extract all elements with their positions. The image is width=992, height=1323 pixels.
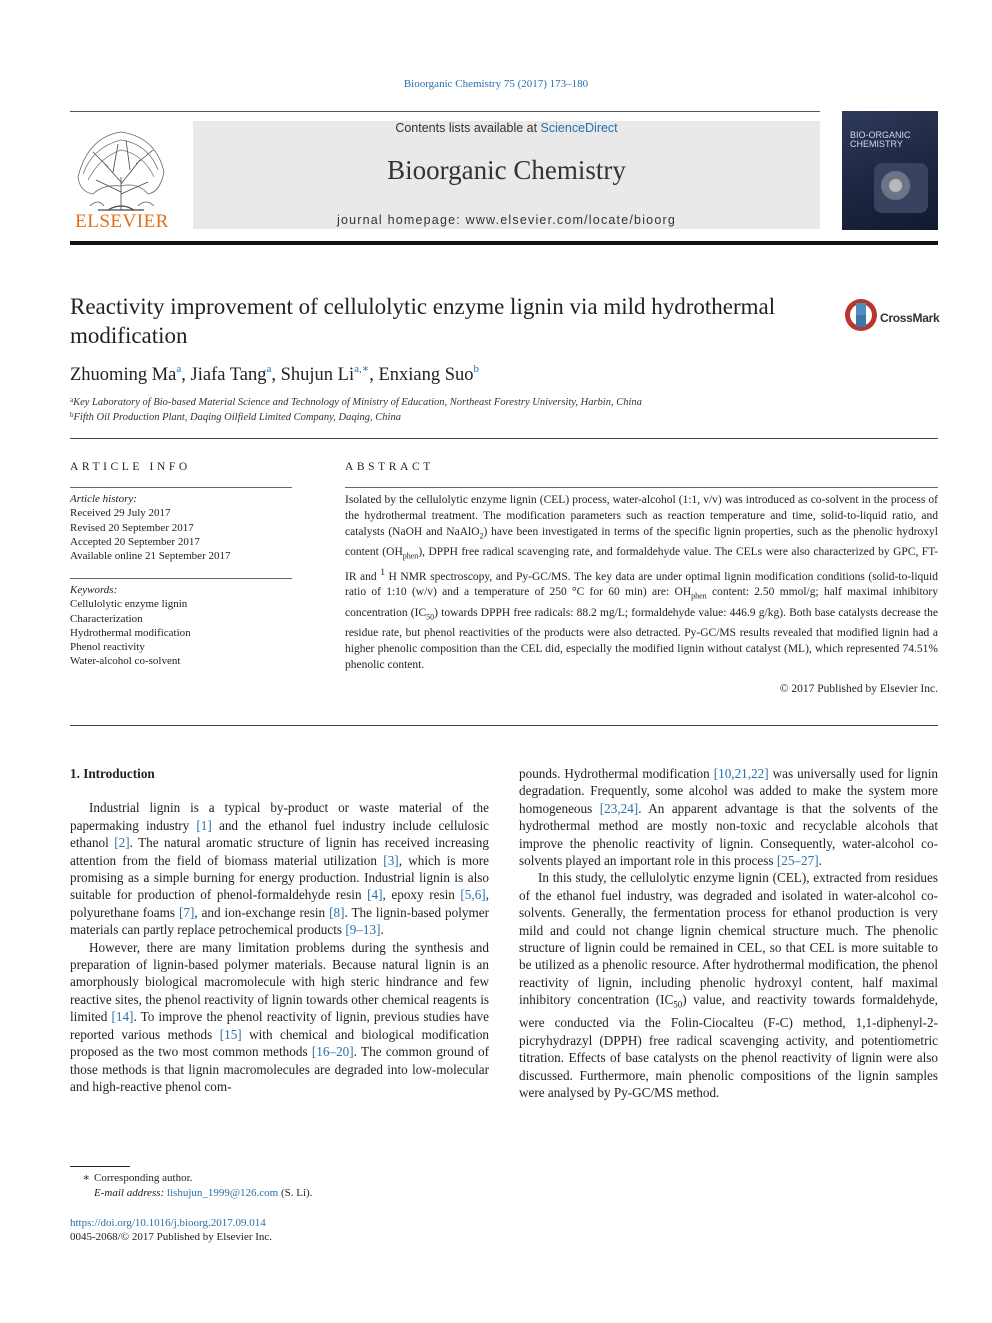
citation-link[interactable]: [8] bbox=[329, 904, 345, 920]
history-online: Available online 21 September 2017 bbox=[70, 550, 231, 563]
author-name[interactable]: Zhuoming Ma bbox=[70, 365, 177, 385]
journal-homepage[interactable]: journal homepage: www.elsevier.com/locate/bioorg bbox=[336, 213, 676, 227]
issn-line: 0045-2068/© 2017 Published by Elsevier Inc. bbox=[70, 1231, 273, 1243]
abstract-text: Isolated by the cellulolytic enzyme lignin (CEL) process, water-alcohol (1:1, v/v) was introduced as co-solvent in the process of the hydrothermal treatment. The modification parameters such as reaction temperature and time, solid-to-liquid ratio, and catalysts (NaOH and NaAlO$_2$) have been investigated in terms of the specific lignin properties, such as the phenolic hydroxyl content $(OH_{phen})$, DPPH free radical scavenging rate, and formaldehyde value. The CELs were also characterized by GPC, FT-IR and $^1$ H NMR spectroscopy, and Py-GC/MS. The key data are under optimal lignin modification conditions (solid-to-liquid ratio of 1:10 (w/v) and a temperature of 250 °C for 60 min) are: $OH_{phen}$ content: 2.50 mmol/g; half maximal inhibitory concentration $(IC_{50})$ towards DPPH free radicals: 88.2 mg/L; formaldehyde value: 446.9 g/kg). Both base catalysts decrease the residue rate, but phenol reactivities of the products were also detracted. Py-GC/MS results revealed that modified lignin had a higher phenolic composition than the CEL did, especially the modified lignin without catalyst (ML), which represented 74.51% phenolic content. bbox=[345, 494, 938, 672]
contents-line bbox=[193, 121, 820, 135]
article-title: Reactivity improvement of cellulolytic enzyme lignin via mild hydrothermal modification bbox=[70, 294, 776, 348]
keywords-label: Keywords: bbox=[70, 584, 118, 596]
crossmark-label[interactable]: CrossMark bbox=[880, 311, 940, 325]
author-name[interactable]: Shujun Li bbox=[280, 365, 355, 385]
intro-paragraph-3: pounds. Hydrothermal modification [10,21,22] was universally used for lignin degradation. Frequently, some alcohol was added to make the system more homogeneous [23,24]. An apparent advantage is that the solvents of the hydrothermal method are mostly non-toxic and recyclable alcohols that improve the phenolic reactivity of lignin. Consequently, water-alcohol co-solvents played an important role in this process [25–27]. bbox=[519, 766, 938, 869]
history-label: Article history: bbox=[70, 493, 137, 505]
citation-link[interactable]: [23,24] bbox=[599, 800, 639, 816]
footnote-rule bbox=[70, 1166, 130, 1167]
citation-link[interactable]: [16–20] bbox=[311, 1044, 354, 1060]
journal-reference[interactable]: Bioorganic Chemistry 75 (2017) 173–180 bbox=[403, 78, 589, 90]
author-affiliation-mark[interactable]: a bbox=[266, 363, 272, 375]
author-name[interactable]: Jiafa Tang bbox=[190, 365, 267, 385]
affiliation-rule bbox=[70, 438, 938, 439]
affiliation-b: $^b$Fifth Oil Production Plant, Daqing Oilfield Limited Company, Daqing, China bbox=[70, 411, 401, 423]
section-heading-introduction: 1. Introduction bbox=[70, 766, 155, 781]
citation-link[interactable]: [3] bbox=[383, 852, 399, 868]
email-label: E-mail address: bbox=[94, 1187, 167, 1199]
article-history bbox=[70, 492, 300, 563]
intro-paragraph-2: However, there are many limitation problems during the synthesis and preparation of lignin-based polymer materials. Because natural lignin is an amorphously biological macromolecule with high steric hindrance and few reactive sites, the phenol reactivity of lignin towards other chemical reagents is limited [14]. To improve the phenol reactivity of lignin, previous studies have reported various methods [15] with chemical and biological modification proposed as the two most common methods [16–20]. The common ground of those methods is that lignin macromolecules are degraded into low-molecular and high-reactive phenol com- bbox=[70, 939, 490, 1094]
cover-molecule-art bbox=[874, 163, 928, 213]
citation-link[interactable]: [9–13] bbox=[345, 922, 381, 938]
sciencedirect-link[interactable]: ScienceDirect bbox=[540, 121, 618, 135]
keyword-item: Cellulolytic enzyme lignin bbox=[70, 598, 188, 611]
email-link[interactable]: lishujun_1999@126.com bbox=[166, 1187, 279, 1199]
header-top-rule bbox=[70, 111, 820, 112]
doi-link[interactable]: https://doi.org/10.1016/j.bioorg.2017.09.014 bbox=[70, 1217, 266, 1229]
intro-paragraph-4: In this study, the cellulolytic enzyme lignin (CEL), extracted from residues of the ethanol fuel industry, was degraded and isolated in water-alcohol co-solvents. Generally, the fermentation process for ethanol production is very mild and could not change lignin chemical structure much. The phenolic structure of lignin could be remained in CEL, so that CEL is more suitable to be utilized as a phenolic resource. After hydrothermal modification, the phenol reactivity of lignin, including phenolic hydroxyl content, half maximal inhibitory concentration $(IC_{50})$ value, and reactivity towards formaldehyde, were conducted via the Folin-Ciocalteu (F-C) method, 1,1-diphenyl-2-picryhydrazyl (DPPH) free radical scavenging activity, and potentiometric titration. Effects of base catalysts on the phenol reactivity of lignin were also discussed. Furthermore, main phenolic compositions of the lignin samples were analysed by Py-GC/MS method. bbox=[519, 870, 938, 1100]
citation-link[interactable]: [2] bbox=[114, 835, 130, 851]
citation-link[interactable]: [4] bbox=[367, 887, 383, 903]
author-name[interactable]: Enxiang Suo bbox=[378, 365, 474, 385]
author-affiliation-mark[interactable]: b bbox=[473, 363, 480, 375]
history-revised: Revised 20 September 2017 bbox=[70, 521, 194, 534]
keywords-rule bbox=[70, 578, 292, 579]
history-accepted: Accepted 20 September 2017 bbox=[70, 535, 200, 548]
body-right-column bbox=[519, 765, 938, 1101]
article-info-heading: ARTICLE INFO bbox=[70, 461, 191, 473]
journal-name: Bioorganic Chemistry bbox=[387, 155, 626, 185]
keywords bbox=[70, 583, 300, 669]
corresponding-author-note: ∗ Corresponding author. bbox=[70, 1171, 490, 1184]
abstract-bottom-rule bbox=[70, 725, 938, 726]
citation-link[interactable]: [7] bbox=[178, 904, 195, 920]
history-received: Received 29 July 2017 bbox=[70, 507, 171, 520]
elsevier-wordmark: ELSEVIER bbox=[75, 211, 169, 232]
asterisk-mark: ∗ bbox=[82, 1172, 90, 1184]
citation-link[interactable]: [1] bbox=[196, 817, 212, 833]
email-note: E-mail address: lishujun_1999@126.com (S. Li). bbox=[94, 1187, 313, 1199]
contents-prefix: Contents lists available at bbox=[395, 121, 541, 135]
citation-link[interactable]: [5,6] bbox=[460, 887, 486, 903]
intro-paragraph-1: Industrial lignin is a typical by-product or waste material of the papermaking industry [1] and the ethanol fuel industry include cellulosic ethanol [2]. The natural aromatic structure of lignin has received increasing attention from the field of biomass material utilization [3], which is more promising as a simple burning for energy production. Industrial lignin is also suitable for production of phenol-formaldehyde resin [4], epoxy resin [5,6], polyurethane foams [7], and ion-exchange resin [8]. The lignin-based polymer materials can partly replace petrochemical products [9–13]. bbox=[70, 800, 489, 938]
citation-link[interactable]: [10,21,22] bbox=[713, 766, 769, 781]
citation-link[interactable]: [14] bbox=[111, 1009, 134, 1025]
abstract-heading: ABSTRACT bbox=[345, 461, 434, 473]
author-affiliation-mark[interactable]: a bbox=[176, 363, 182, 375]
journal-cover-image[interactable] bbox=[842, 111, 938, 230]
keyword-item: Water-alcohol co-solvent bbox=[70, 655, 181, 668]
affiliation-a: $^a$Key Laboratory of Bio-based Material Science and Technology of Ministry of Education, Northeast Forestry University, Harbin, China bbox=[70, 396, 642, 408]
author-list: Zhuoming Ma$^a$, Jiafa Tang$^a$, Shujun $Li^{a,∗}$, Enxiang Suo$^b$ bbox=[70, 363, 480, 385]
keyword-item: Hydrothermal modification bbox=[70, 626, 191, 639]
citation-link[interactable]: [15] bbox=[219, 1026, 242, 1042]
cover-title: BIO-ORGANIC CHEMISTRY bbox=[850, 130, 911, 149]
citation-link[interactable]: [25–27] bbox=[776, 853, 819, 869]
article-info-rule bbox=[70, 487, 292, 488]
keyword-item: Phenol reactivity bbox=[70, 641, 145, 654]
body-left-column bbox=[70, 765, 489, 1095]
abstract-rule bbox=[345, 487, 938, 488]
author-affiliation-mark[interactable]: a,∗ bbox=[354, 363, 370, 375]
abstract-copyright: © 2017 Published by Elsevier Inc. bbox=[779, 683, 938, 695]
header-thick-rule bbox=[70, 241, 938, 245]
keyword-item: Characterization bbox=[70, 612, 143, 625]
